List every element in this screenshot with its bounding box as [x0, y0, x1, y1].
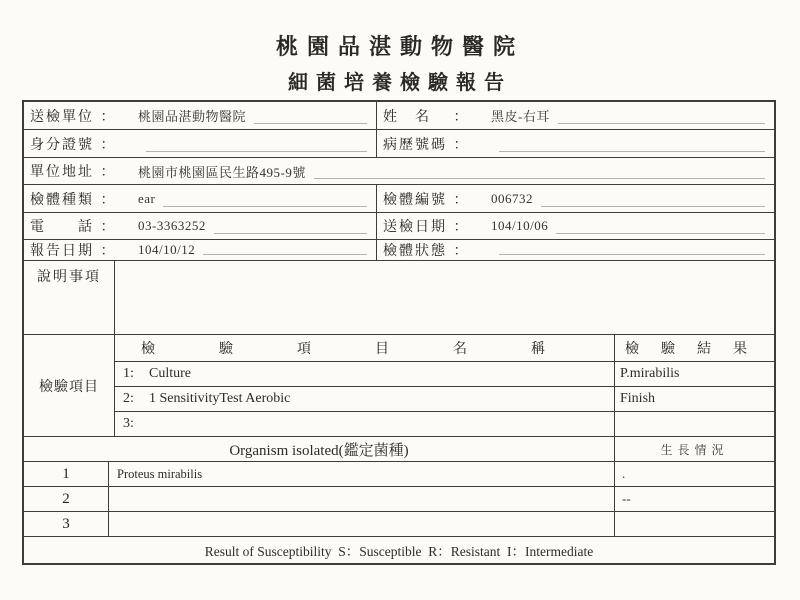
- fill-line: [541, 205, 765, 207]
- specimen-type-value: ear: [138, 190, 156, 206]
- fill-line: [499, 150, 765, 152]
- organism-row-number: 1: [24, 462, 109, 486]
- row-notes: [24, 260, 774, 334]
- susceptibility-legend: Result of Susceptibility S：Susceptible R：Resistant I：Intermediate: [24, 536, 774, 563]
- row-unit-address: [24, 157, 774, 184]
- growth-condition-header: 生長情況: [614, 437, 774, 461]
- organism-growth: .: [614, 462, 774, 486]
- test-item-result: [614, 412, 774, 436]
- fill-line: [314, 177, 765, 179]
- row-id-number: [24, 129, 774, 157]
- row-phone: [24, 212, 774, 239]
- organism-name: [109, 512, 614, 536]
- fill-line: [214, 232, 367, 234]
- organism-isolated-header: Organism isolated(鑑定菌種): [229, 442, 409, 459]
- specimen-number-value: 006732: [491, 190, 533, 206]
- test-item-name: 1 SensitivityTest Aerobic: [149, 391, 291, 406]
- specimen-number-label: 檢體編號 ：: [383, 191, 470, 208]
- test-item-row: [115, 411, 774, 436]
- test-item-result: P.mirabilis: [614, 362, 774, 386]
- test-result-header: 檢驗結果: [614, 335, 774, 361]
- fill-line: [146, 150, 367, 152]
- field-specimen-status: [376, 240, 774, 260]
- organism-growth: [614, 512, 774, 536]
- organism-row-number: 2: [24, 487, 109, 511]
- sending-unit-value: 桃園品湛動物醫院: [138, 109, 247, 124]
- report-date-value: 104/10/12: [138, 242, 196, 257]
- fill-line: [163, 205, 367, 207]
- organism-row-number: 3: [24, 512, 109, 536]
- fill-line: [254, 122, 367, 124]
- organism-header-row: [24, 436, 774, 461]
- specimen-type-label: 檢體種類 ：: [30, 191, 117, 208]
- organism-name: [109, 487, 614, 511]
- id-number-label: 身分證號 ：: [30, 136, 117, 153]
- report-date-label: 報告日期 ：: [30, 243, 117, 259]
- field-unit-address: [24, 158, 774, 184]
- field-record-number: [376, 130, 774, 157]
- fill-line: [558, 122, 765, 124]
- patient-name-value: 黑皮-右耳: [491, 109, 550, 124]
- test-items-section: [24, 334, 774, 436]
- test-items-label: 檢驗項目: [39, 378, 99, 395]
- organism-growth: --: [614, 487, 774, 511]
- fill-line: [499, 253, 765, 255]
- notes-label: 說明事項: [37, 269, 101, 285]
- test-item-row: [115, 386, 774, 411]
- hospital-title: 桃園品湛動物醫院: [275, 34, 524, 60]
- test-item-number: 2:: [123, 391, 134, 406]
- test-items-table: [115, 335, 774, 436]
- test-item-number: 1:: [123, 366, 134, 381]
- field-sending-unit: [24, 102, 376, 129]
- report-table: [22, 100, 776, 565]
- test-item-result: Finish: [614, 387, 774, 411]
- test-name-header: 檢驗項目名稱: [141, 341, 609, 357]
- record-number-label: 病歷號碼 ：: [383, 136, 470, 153]
- report-title: 細菌培養檢驗報告: [288, 70, 512, 94]
- unit-address-label: 單位地址 ：: [30, 164, 117, 180]
- row-sending-unit: [24, 102, 774, 129]
- field-patient-name: [376, 102, 774, 129]
- send-date-label: 送檢日期 ：: [383, 219, 470, 235]
- organism-name: Proteus mirabilis: [117, 466, 203, 481]
- field-specimen-type: [24, 185, 376, 212]
- phone-value: 03-3363252: [138, 218, 206, 233]
- send-date-value: 104/10/06: [491, 218, 549, 233]
- field-specimen-number: [376, 185, 774, 212]
- organism-row: [24, 486, 774, 511]
- specimen-status-label: 檢體狀態 ：: [383, 243, 470, 259]
- sending-unit-label: 送檢單位 ：: [30, 108, 117, 125]
- field-send-date: [376, 213, 774, 239]
- row-report-date: [24, 239, 774, 260]
- notes-content: [115, 261, 774, 334]
- test-items-label-cell: [24, 335, 115, 436]
- notes-label-cell: [24, 261, 115, 334]
- fill-line: [556, 232, 765, 234]
- organism-row: [24, 511, 774, 536]
- field-id-number: [24, 130, 376, 157]
- test-item-number: 3:: [123, 416, 134, 431]
- unit-address-value: 桃園市桃園區民生路495-9號: [138, 164, 306, 180]
- phone-label: 電 話 ：: [30, 219, 117, 235]
- row-specimen-type: [24, 184, 774, 212]
- field-report-date: [24, 240, 376, 260]
- fill-line: [203, 253, 367, 255]
- test-items-header-row: [115, 335, 774, 361]
- patient-name-label: 姓 名 ：: [383, 108, 470, 125]
- organism-row: [24, 461, 774, 486]
- test-item-name: Culture: [149, 366, 191, 381]
- test-item-row: [115, 361, 774, 386]
- field-phone: [24, 213, 376, 239]
